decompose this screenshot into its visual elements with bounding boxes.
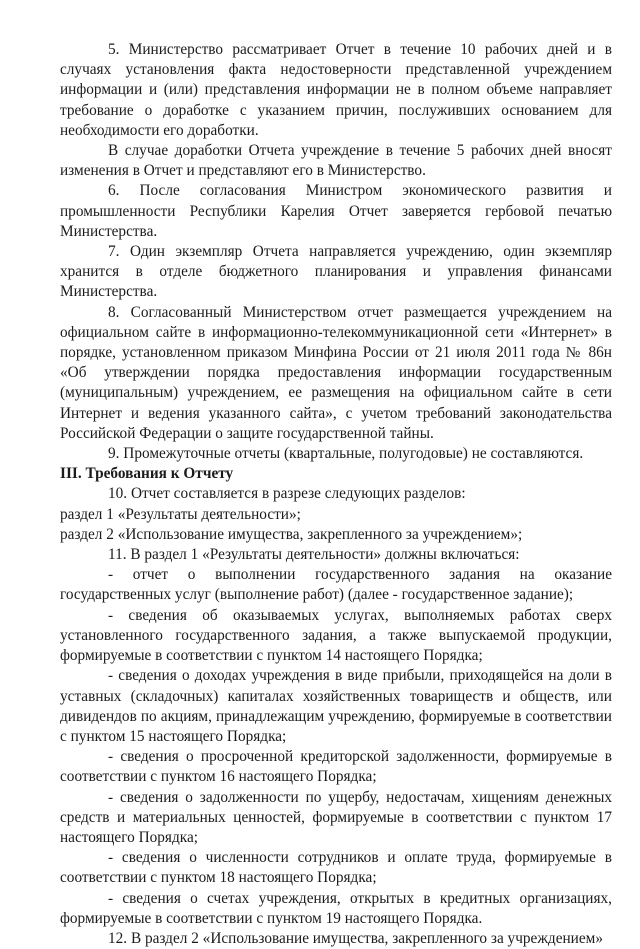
document-page bbox=[60, 40, 612, 949]
section-heading: III. Требования к Отчету bbox=[60, 465, 234, 483]
list-item: - сведения о доходах учреждения в виде прибыли, приходящейся на доли в уставных (складочных) капиталах хозяйственных товариществ и обществ, или дивидендов по акциям, принадлежащим учреждению, формируемые в соответствии с пунктом 15 настоящего Порядка; bbox=[60, 667, 612, 745]
paragraph-5: 5. Министерство рассматривает Отчет в течение 10 рабочих дней и в случаях установления факта недостоверности представленной учреждением информации и (или) представления информации не в полном объеме направляет требование о доработке с указанием причин, послуживших основанием для необходимости его доработки. bbox=[60, 41, 612, 139]
list-item: - отчет о выполнении государственного задания на оказание государственных услуг (выполнение работ) (далее - государственное задание); bbox=[60, 566, 612, 604]
paragraph-9: 9. Промежуточные отчеты (квартальные, полугодовые) не составляются. bbox=[108, 445, 584, 463]
paragraph-10: 10. Отчет составляется в разрезе следующих разделов: bbox=[108, 485, 466, 503]
section-2-line: раздел 2 «Использование имущества, закрепленного за учреждением»; bbox=[60, 525, 523, 543]
paragraph-11: 11. В раздел 1 «Результаты деятельности» должны включаться: bbox=[108, 546, 520, 564]
list-item: - сведения о численности сотрудников и оплате труда, формируемые в соответствии с пунктом 18 настоящего Порядка; bbox=[60, 849, 612, 887]
paragraph-8: 8. Согласованный Министерством отчет размещается учреждением на официальном сайте в информационно-телекоммуникационной сети «Интернет» в порядке, установленном приказом Минфина России от 21 июля 2011 года № 86н «Об утверждении порядка предоставления информации государственным (муниципальным) учреждением, ее размещения на официальном сайте в сети Интернет и ведения указанного сайта», с учетом требований законодательства Российской Федерации о защите государственной тайны. bbox=[60, 303, 612, 442]
paragraph-12: 12. В раздел 2 «Использование имущества, закрепленного за учреждением» bbox=[108, 929, 603, 947]
section-1-line: раздел 1 «Результаты деятельности»; bbox=[60, 505, 301, 523]
list-item: - сведения о счетах учреждения, открытых в кредитных организациях, формируемые в соответствии с пунктом 19 настоящего Порядка. bbox=[60, 889, 612, 927]
list-item: - сведения об оказываемых услугах, выполняемых работах сверх установленного государственного задания, а также выпускаемой продукции, формируемые в соответствии с пунктом 14 настоящего Порядка; bbox=[60, 606, 612, 665]
list-item: - сведения о задолженности по ущербу, недостачам, хищениям денежных средств и материальных ценностей, формируемые в соответствии с пунктом 17 настоящего Порядка; bbox=[60, 788, 612, 846]
paragraph-5-revision: В случае доработки Отчета учреждение в течение 5 рабочих дней вносят изменения в Отчет и представляют его в Министерство. bbox=[60, 142, 612, 180]
paragraph-6: 6. После согласования Министром экономического развития и промышленности Республики Карелия Отчет заверяется гербовой печатью Министерства. bbox=[60, 182, 612, 240]
list-item: - сведения о просроченной кредиторской задолженности, формируемые в соответствии с пунктом 16 настоящего Порядка; bbox=[60, 748, 612, 786]
paragraph-7: 7. Один экземпляр Отчета направляется учреждению, один экземпляр хранится в отделе бюджетного планирования и управления финансами Министерства. bbox=[60, 243, 612, 301]
